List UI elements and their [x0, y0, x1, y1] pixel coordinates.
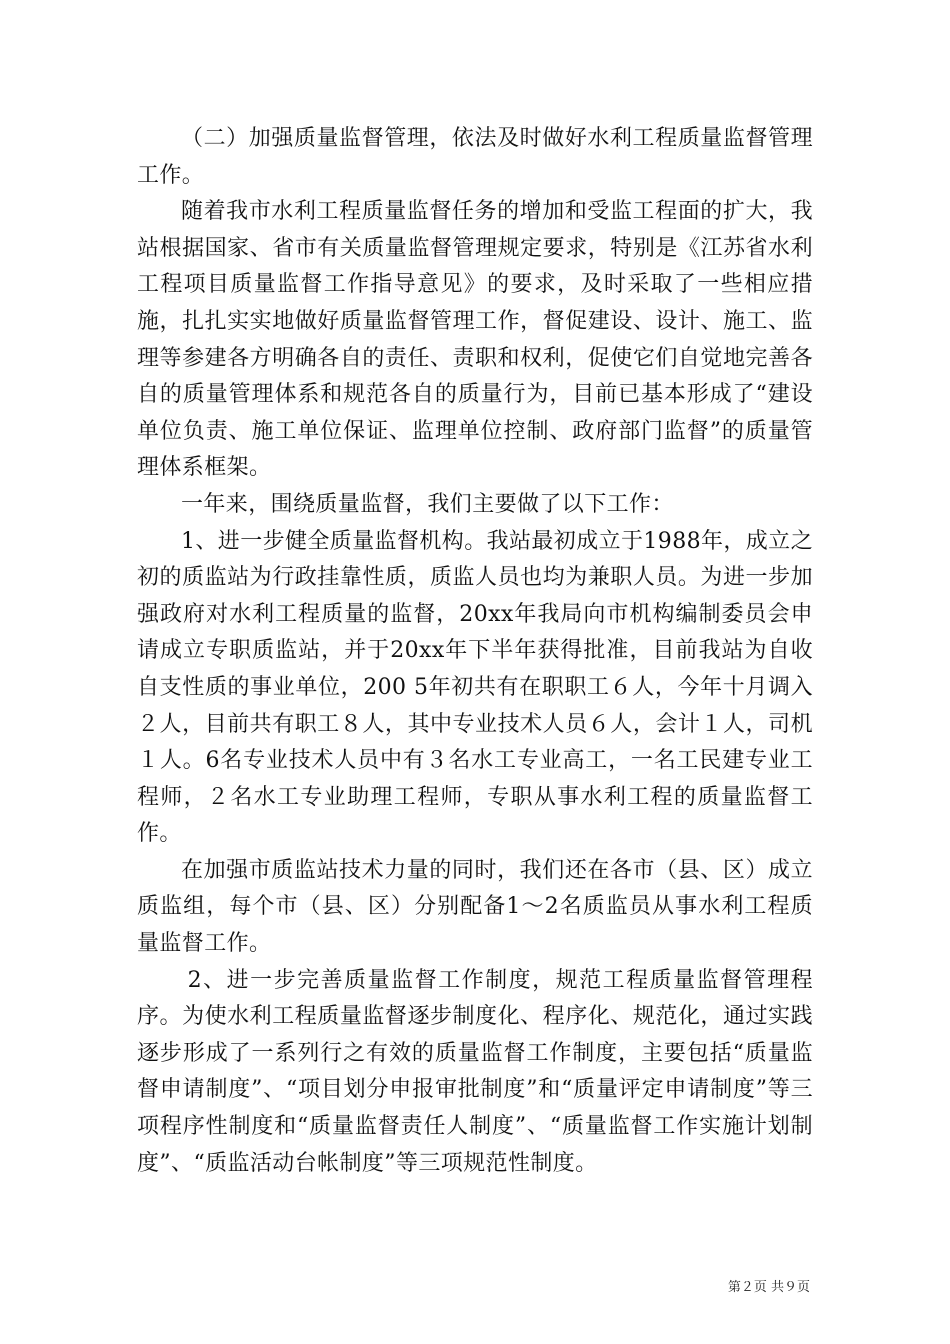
paragraph-item-1-organization: 1、进一步健全质量监督机构。我站最初成立于1988年，成立之初的质监站为行政挂靠性质，质监人员也均为兼职人员。为进一步加强政府对水利工程质量的监督，20xx年我局向市机构编制委员会申请成立专职质监站，并于20xx年下半年获得批准，目前我站为自收自支性质的事业单位，200 5年初共有在职职工６人，今年十月调入２人，目前共有职工８人，其中专业技术人员６人，会计１人，司机１人。6名专业技术人员中有３名水工专业高工，一名工民建专业工程师，２名水工专业助理工程师，专职从事水利工程的质量监督工作。	[137, 528, 813, 847]
page-number-footer: 第２页 共９页	[727, 1280, 810, 1295]
paragraph-overview: 随着我市水利工程质量监督任务的增加和受监工程面的扩大，我站根据国家、省市有关质量监督管理规定要求，特别是《江苏省水利工程项目质量监督工作指导意见》的要求，及时采取了一些相应措施，扎扎实实地做好质量监督管理工作，督促建设、设计、施工、监理等参建各方明确各自的责任、责职和权利，促使它们自觉地完善各自的质量管理体系和规范各自的质量行为，目前已基本形成了“建设单位负责、施工单位保证、监理单位控制、政府部门监督”的质量管理体系框架。	[137, 199, 813, 481]
paragraph-item-2-systems: 2、进一步完善质量监督工作制度，规范工程质量监督管理程序。为使水利工程质量监督逐步制度化、程序化、规范化，通过实践逐步形成了一系列行之有效的质量监督工作制度，主要包括“质量监督申请制度”、“项目划分申报审批制度”和“质量评定申请制度”等三项程序性制度和“质量监督责任人制度”、“质量监督工作实施计划制度”、“质监活动台帐制度”等三项规范性制度。	[137, 967, 813, 1176]
document-body	[137, 121, 813, 1182]
paragraph-local-groups: 在加强市质监站技术力量的同时，我们还在各市（县、区）成立质监组，每个市（县、区）分别配备1～2名质监员从事水利工程质量监督工作。	[137, 857, 813, 957]
paragraph-work-intro: 一年来，围绕质量监督，我们主要做了以下工作：	[181, 491, 674, 517]
paragraph-section-heading: （二）加强质量监督管理，依法及时做好水利工程质量监督管理工作。	[137, 126, 813, 188]
